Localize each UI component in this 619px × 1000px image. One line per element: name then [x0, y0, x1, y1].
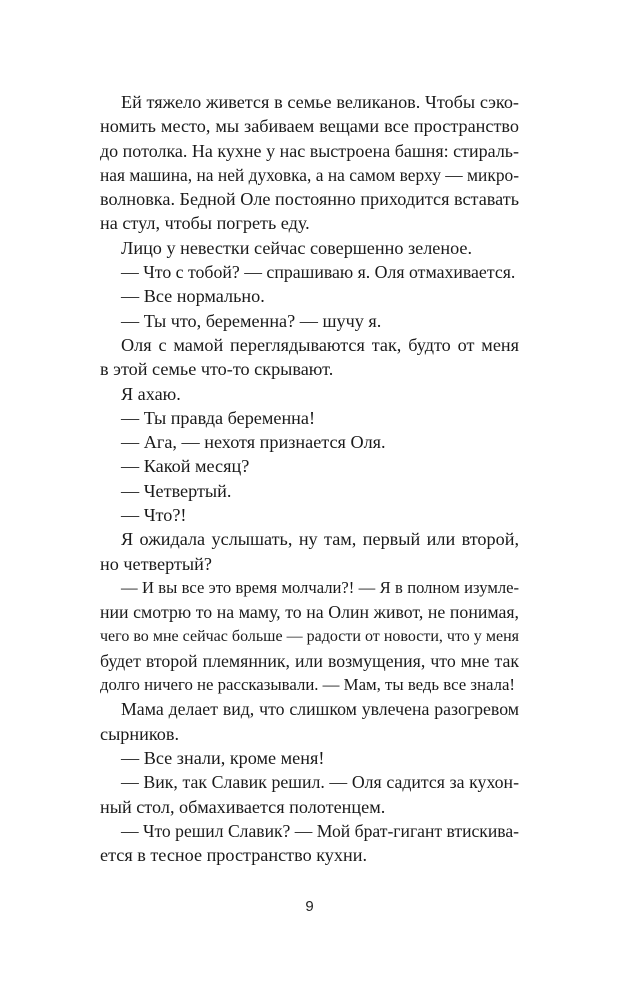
text-line: но четвертый?	[100, 553, 212, 574]
text-line: ется в тесное пространство кухни.	[100, 845, 367, 866]
text-line: — Ты правда беременна!	[121, 407, 316, 428]
text-line: — Что с тобой? — спрашиваю я. Оля отмахивается.	[121, 262, 516, 283]
text-line: — И вы все это время молчали?! — Я в полном изумле-	[121, 577, 519, 597]
text-line: на стул, чтобы погреть еду.	[100, 213, 310, 234]
body-text	[100, 90, 519, 868]
text-line: — Ты что, беременна? — шучу я.	[121, 310, 382, 331]
text-line: — Все нормально.	[121, 286, 265, 307]
text-line: — Ага, — нехотя признается Оля.	[121, 432, 386, 453]
text-line: Я ахаю.	[121, 383, 181, 404]
text-line: волновка. Бедной Оле постоянно приходится вставать	[100, 189, 519, 210]
page-number: 9	[305, 898, 314, 915]
text-line: ная машина, на ней духовка, а на самом верху — микро-	[100, 164, 519, 185]
text-line: — Что?!	[121, 505, 187, 526]
text-line: номить место, мы забиваем вещами все пространство	[100, 116, 519, 137]
text-line: долго ничего не рассказывали. — Мам, ты ведь все знала!	[100, 675, 516, 695]
text-line: нии смотрю то на маму, то на Олин живот, не понимая,	[100, 602, 519, 623]
text-line: ный стол, обмахивается полотенцем.	[100, 796, 386, 817]
text-line: Лицо у невестки сейчас совершенно зеленое.	[121, 237, 473, 258]
text-line: Я ожидала услышать, ну там, первый или второй,	[121, 529, 519, 550]
text-line: будет второй племянник, или возмущения, что мне так	[100, 650, 519, 671]
text-line: сырников.	[100, 723, 179, 744]
text-line: в этой семье что-то скрывают.	[100, 359, 334, 380]
text-line: — Четвертый.	[121, 480, 232, 501]
text-line: Мама делает вид, что слишком увлечена разогревом	[121, 699, 519, 720]
text-line: Оля с мамой переглядываются так, будто от меня	[121, 334, 519, 355]
text-line: до потолка. На кухне у нас выстроена башня: стираль-	[100, 140, 519, 161]
text-line: — Вик, так Славик решил. — Оля садится за кухон-	[121, 772, 519, 793]
text-line: — Какой месяц?	[121, 456, 250, 477]
text-line: Ей тяжело живется в семье великанов. Чтобы сэко-	[121, 92, 519, 112]
text-line: чего во мне сейчас больше — радости от новости, что у меня	[100, 627, 519, 645]
text-line: — Что решил Славик? — Мой брат-гигант втискива-	[121, 820, 519, 841]
text-line: — Все знали, кроме меня!	[121, 748, 325, 769]
